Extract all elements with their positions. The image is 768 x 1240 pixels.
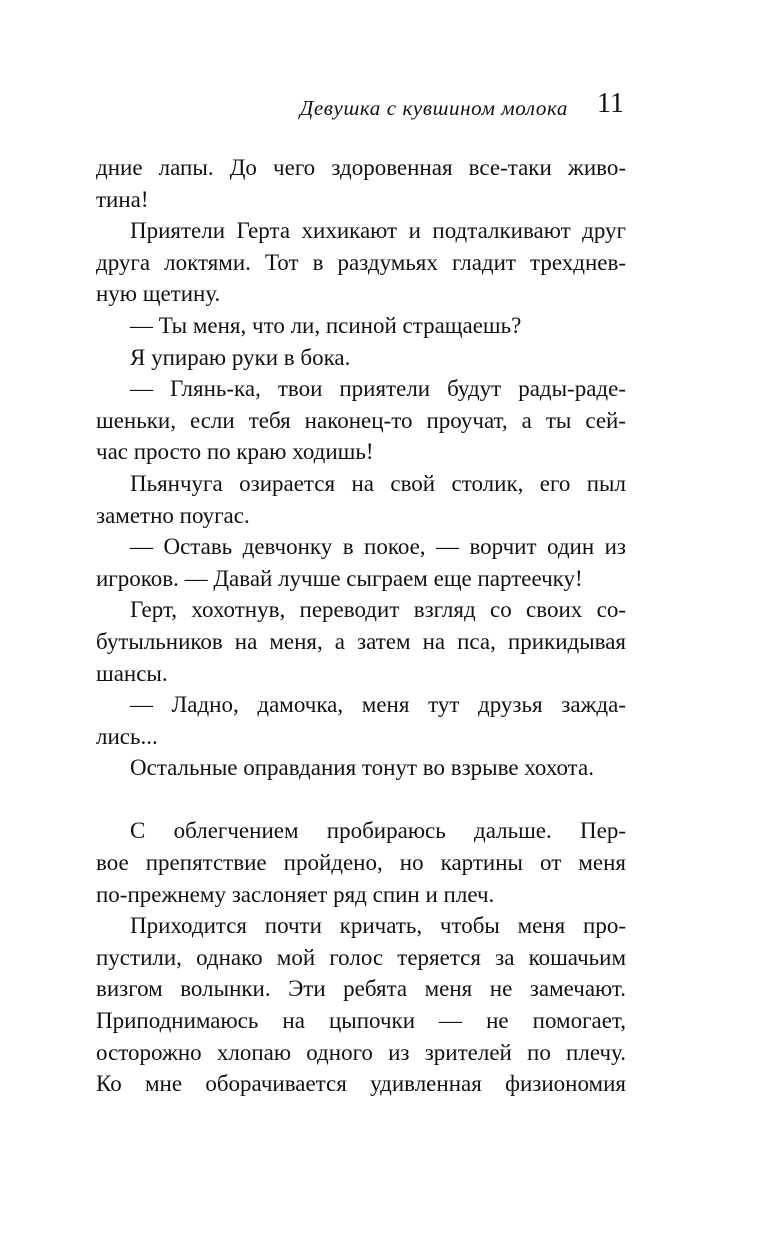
text-line: — Глянь-ка, твои приятели будут рады-раде-: [130, 376, 626, 402]
text-line: час просто по краю ходишь!: [96, 439, 374, 465]
text-line: тина!: [96, 186, 149, 212]
text-line: визгом волынки. Эти ребята меня не замечают.: [96, 976, 626, 1002]
text-line: С облегчением пробираюсь дальше. Пер-: [130, 818, 626, 844]
text-line: бутыльников на меня, а затем на пса, прикидывая: [96, 628, 626, 654]
text-line: игроков. — Давай лучше сыграем еще партеечку!: [96, 565, 583, 591]
text-line: заметно поугас.: [96, 502, 250, 528]
text-line: шеньки, если тебя наконец-то проучат, а ты сей-: [96, 407, 626, 433]
text-line: пустили, однако мой голос теряется за кошачьим: [96, 944, 626, 970]
body-text: [96, 152, 626, 1100]
text-line: ную щетину.: [96, 281, 221, 307]
text-line: лись...: [96, 723, 158, 749]
text-line: дние лапы. До чего здоровенная все-таки живо-: [96, 155, 626, 180]
text-line: Остальные оправдания тонут во взрыве хохота.: [130, 755, 594, 781]
text-line: Герт, хохотнув, переводит взгляд со своих со-: [130, 597, 626, 623]
section-break: [96, 784, 626, 816]
text-line: Приходится почти кричать, чтобы меня про-: [130, 913, 626, 939]
text-line: Я упираю руки в бока.: [130, 344, 351, 370]
running-header: [96, 88, 628, 124]
text-line: шансы.: [96, 660, 168, 686]
running-title: Девушка с кувшином молока: [299, 96, 568, 120]
page-number: 11: [597, 88, 624, 119]
text-line: осторожно хлопаю одного из зрителей по плечу.: [96, 1039, 626, 1065]
text-line: — Ты меня, что ли, псиной стращаешь?: [130, 312, 522, 338]
text-line: Приподнимаюсь на цыпочки — не помогает,: [96, 1008, 626, 1034]
text-line: Пьянчуга озирается на свой столик, его пыл: [130, 470, 626, 496]
text-line: Приятели Герта хихикают и подталкивают друг: [130, 218, 626, 244]
text-line: друга локтями. Тот в раздумьях гладит трехднев-: [96, 249, 626, 275]
text-line: Ко мне оборачивается удивленная физиономия: [96, 1071, 626, 1097]
text-line: — Ладно, дамочка, меня тут друзья зажда-: [130, 692, 626, 718]
text-line: вое препятствие пройдено, но картины от меня: [96, 850, 626, 876]
text-line: — Оставь девчонку в покое, — ворчит один из: [130, 534, 626, 560]
text-line: по-прежнему заслоняет ряд спин и плеч.: [96, 881, 495, 907]
